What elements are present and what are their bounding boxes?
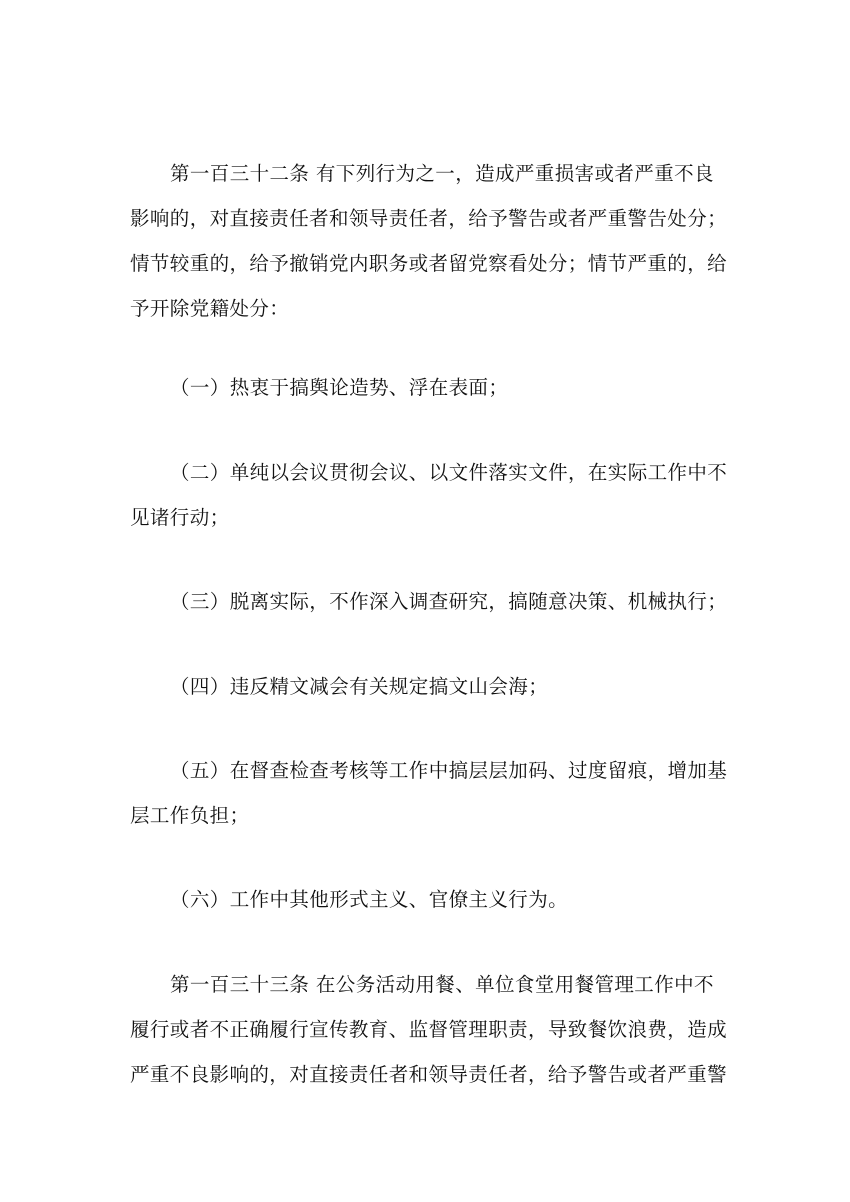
item-2-line-1: （二）单纯以会议贯彻会议、以文件落实文件，在实际工作中不 bbox=[170, 461, 728, 484]
article-133-line-1: 第一百三十三条 在公务活动用餐、单位食堂用餐管理工作中不 bbox=[170, 973, 714, 996]
article-133-line-3: 严重不良影响的，对直接责任者和领导责任者，给予警告或者严重警 bbox=[130, 1063, 728, 1086]
item-6-line-1: （六）工作中其他形式主义、官僚主义行为。 bbox=[170, 888, 569, 911]
article-132-line-3: 情节较重的，给予撤销党内职务或者留党察看处分；情节严重的，给 bbox=[130, 252, 728, 275]
item-1-line-1: （一）热衷于搞舆论造势、浮在表面； bbox=[170, 376, 509, 399]
item-4-line-1: （四）违反精文减会有关规定搞文山会海； bbox=[170, 675, 549, 698]
article-132-line-2: 影响的，对直接责任者和领导责任者，给予警告或者严重警告处分； bbox=[130, 207, 728, 230]
item-5-line-1: （五）在督查检查考核等工作中搞层层加码、过度留痕，增加基 bbox=[170, 759, 728, 782]
item-3-line-1: （三）脱离实际，不作深入调查研究，搞随意决策、机械执行； bbox=[170, 590, 728, 613]
item-5-line-2: 层工作负担； bbox=[130, 804, 250, 827]
item-2-line-2: 见诸行动； bbox=[130, 506, 230, 529]
article-132-line-1: 第一百三十二条 有下列行为之一，造成严重损害或者严重不良 bbox=[170, 162, 714, 185]
article-132-line-4: 予开除党籍处分： bbox=[130, 297, 290, 320]
article-133-line-2: 履行或者不正确履行宣传教育、监督管理职责，导致餐饮浪费，造成 bbox=[130, 1018, 728, 1041]
